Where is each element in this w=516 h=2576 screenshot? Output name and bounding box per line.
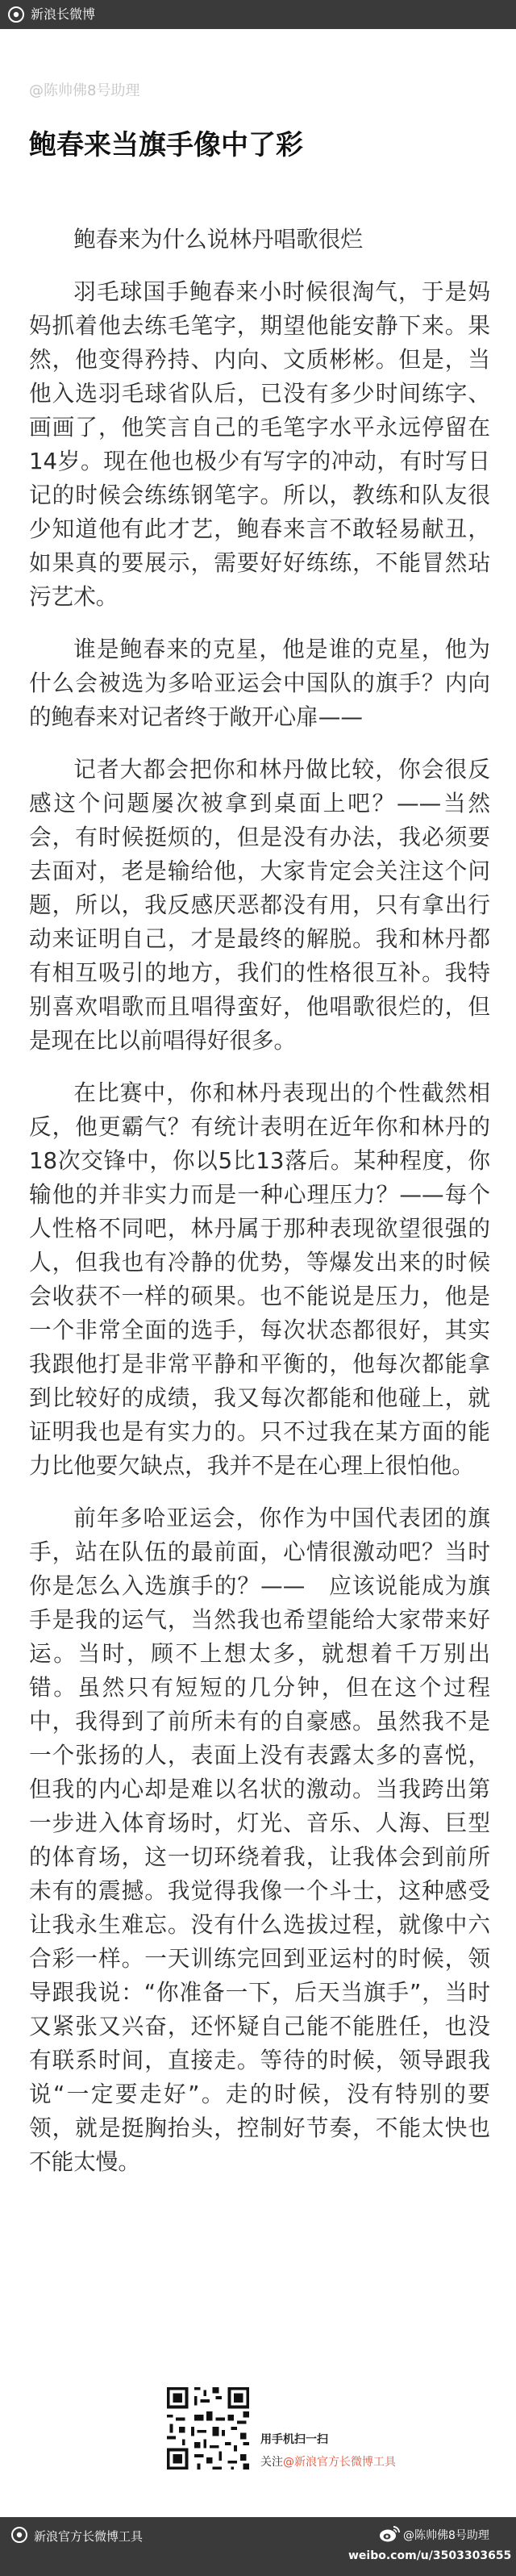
article-paragraph: 羽毛球国手鲍春来小时候很淘气，于是妈妈抓着他去练毛笔字，期望他能安静下来。果然，他变得矜持、内向、文质彬彬。但是，当他入选羽毛球省队后，已没有多少时间练字、画画了，他笑言自己的毛笔字水平永远停留在14岁。现在他也极少有写字的冲动，有时写日记的时候会练练钢笔字。所以，教练和队友很少知道他有此才艺，鲍春来言不敢轻易献丑，如果真的要展示，需要好好练练，不能冒然玷污艺术。: [29, 278, 490, 610]
sina-weibo-eye-icon: [8, 6, 24, 23]
author-watermark: @陈帅佛8号助理: [29, 82, 140, 99]
top-bar: [0, 0, 516, 29]
qr-follow-text: [260, 2453, 396, 2470]
qr-section: [0, 2384, 516, 2505]
article-headline: 鲍春来当旗手像中了彩: [29, 129, 303, 161]
article-paragraph: 记者大都会把你和林丹做比较，你会很反感这个问题屡次被拿到桌面上吧？——当然会，有时候挺烦的，但是没有办法，我必须要去面对，老是输给他，大家肯定会关注这个问题，所以，我反感厌恶都没有用，只有拿出行动来证明自己，才是最终的解脱。我和林丹都有相互吸引的地方，我们的性格很互补。我特别喜欢唱歌而且唱得蛮好，他唱歌很烂的，但是现在比以前唱得好很多。: [29, 756, 490, 1054]
footer-tool-label: 新浪官方长微博工具: [34, 2529, 144, 2544]
sina-weibo-eye-icon: [11, 2527, 27, 2543]
follow-account-link[interactable]: @新浪官方长微博工具: [283, 2456, 396, 2469]
app-title: 新浪长微博: [31, 6, 96, 22]
qr-caption: 用手机扫一扫: [260, 2433, 328, 2446]
footer-url[interactable]: weibo.com/u/3503303655: [348, 2549, 512, 2562]
article-body: [29, 223, 490, 2198]
weibo-logo-icon: [379, 2525, 400, 2543]
article-paragraph: 前年多哈亚运会，你作为中国代表团的旗手，站在队伍的最前面，心情很激动吧？当时你是怎么入选旗手的？—— 应该说能成为旗手是我的运气，当然我也希望能给大家带来好运。当时，顾不上想太多，就想着千万别出错。虽然只有短短的几分钟，但在这个过程中，我得到了前所未有的自豪感。虽然我不是一个张扬的人，表面上没有表露太多的喜悦，但我的内心却是难以名状的激动。当我跨出第一步进入体育场时，灯光、音乐、人海、巨型的体育场，这一切环绕着我，让我体会到前所未有的震撼。我觉得我像一个斗士，这种感受让我永生难忘。没有什么选拔过程，就像中六合彩一样。一天训练完回到亚运村的时候，领导跟我说：“你准备一下，后天当旗手”，当时又紧张又兴奋，还怀疑自己能不能胜任，也没有联系时间，直接走。等待的时候，领导跟我说“一定要走好”。走的时候，没有特别的要领，就是挺胸抬头，控制好节奏，不能太快也不能太慢。: [29, 1505, 490, 2175]
article-paragraph: 在比赛中，你和林丹表现出的个性截然相反，他更霸气？有统计表明在近年你和林丹的18次交锋中，你以5比13落后。某种程度，你输他的并非实力而是一种心理压力？——每个人性格不同吧，林丹属于那种表现欲望很强的人，但我也有冷静的优势，等爆发出来的时候会收获不一样的硕果。也不能说是压力，他是一个非常全面的选手，每次状态都很好，其实我跟他打是非常平静和平衡的，他每次都能拿到比较好的成绩，我又每次都能和他碰上，就证明我也是有实力的。只不过我在某方面的能力比他要欠缺点，我并不是在心理上很怕他。: [29, 1079, 490, 1479]
article-paragraph: 鲍春来为什么说林丹唱歌很烂: [73, 226, 363, 253]
article-paragraph: 谁是鲍春来的克星，他是谁的克星，他为什么会被选为多哈亚运会中国队的旗手？内向的鲍春来对记者终于敞开心扉——: [29, 636, 490, 730]
bottom-bar: [0, 2517, 516, 2576]
footer-handle[interactable]: @陈帅佛8号助理: [403, 2529, 489, 2542]
qr-code-icon[interactable]: [164, 2384, 252, 2473]
follow-prefix: 关注: [260, 2456, 283, 2469]
